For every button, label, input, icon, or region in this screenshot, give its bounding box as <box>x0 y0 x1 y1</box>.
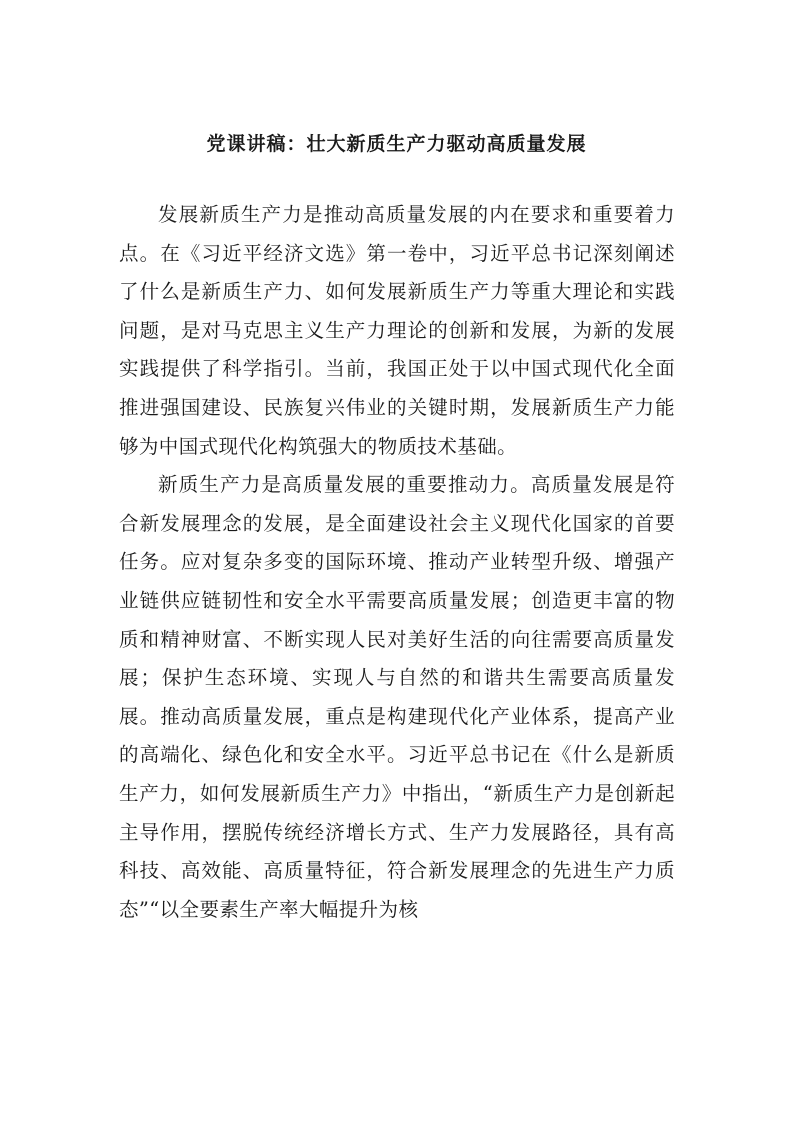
paragraph-1: 发展新质生产力是推动高质量发展的内在要求和重要着力点。在《习近平经济文选》第一卷中，习近平总书记深刻阐述了什么是新质生产力、如何发展新质生产力等重大理论和实践问题，是对马克思主义生产力理论的创新和发展，为新的发展实践提供了科学指引。当前，我国正处于以中国式现代化全面推进强国建设、民族复兴伟业的关键时期，发展新质生产力能够为中国式现代化构筑强大的物质技术基础。 <box>119 203 675 458</box>
document-body <box>119 196 675 929</box>
paragraph-2: 新质生产力是高质量发展的重要推动力。高质量发展是符合新发展理念的发展，是全面建设社会主义现代化国家的首要任务。应对复杂多变的国际环境、推动产业转型升级、增强产业链供应链韧性和安全水平需要高质量发展；创造更丰富的物质和精神财富、不断实现人民对美好生活的向往需要高质量发展；保护生态环境、实现人与自然的和谐共生需要高质量发展。推动高质量发展，重点是构建现代化产业体系，提高产业的高端化、绿色化和安全水平。习近平总书记在《什么是新质生产力，如何发展新质生产力》中指出，“新质生产力是创新起主导作用，摆脱传统经济增长方式、生产力发展路径，具有高科技、高效能、高质量特征，符合新发展理念的先进生产力质态”“以全要素生产率大幅提升为核 <box>119 473 675 921</box>
document-title: 党课讲稿：壮大新质生产力驱动高质量发展 <box>206 133 587 155</box>
